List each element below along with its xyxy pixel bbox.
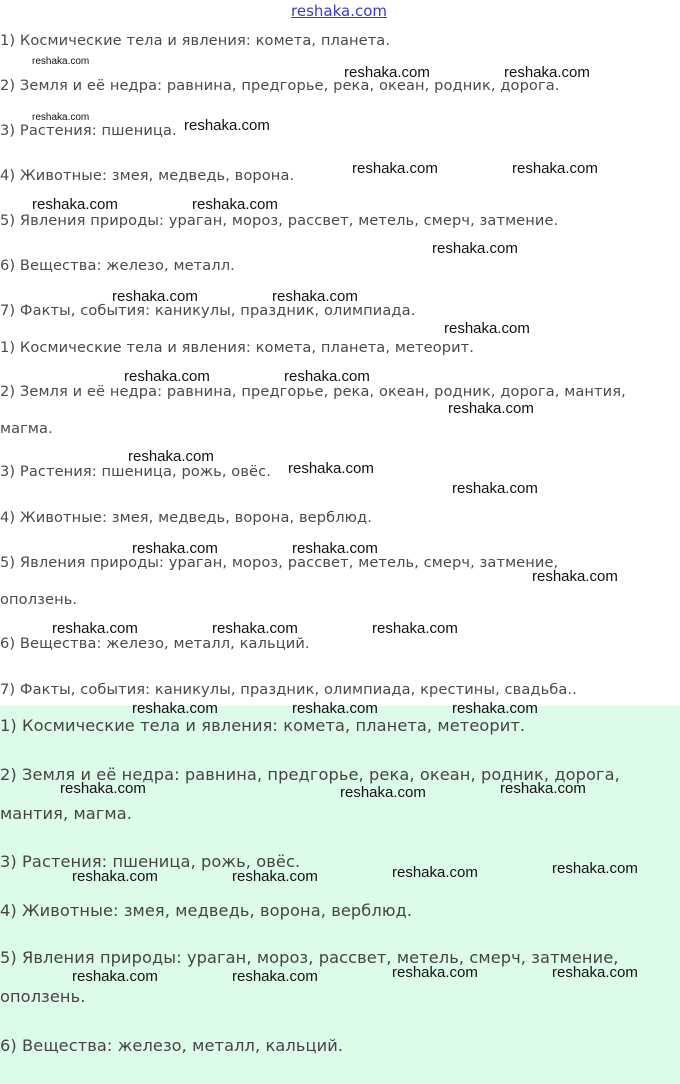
watermark: reshaka.com	[232, 968, 318, 985]
watermark: reshaka.com	[128, 448, 214, 465]
watermark: reshaka.com	[288, 460, 374, 477]
watermark: reshaka.com	[392, 964, 478, 981]
watermark: reshaka.com	[392, 864, 478, 881]
answer-line: 4) Животные: змея, медведь, ворона, верблюд.	[0, 509, 372, 526]
answer-line: 3) Растения: пшеница, рожь, овёс.	[0, 463, 271, 480]
watermark: reshaka.com	[292, 540, 378, 557]
answer-panel	[0, 706, 680, 1084]
watermark: reshaka.com	[212, 620, 298, 637]
watermark: reshaka.com	[432, 240, 518, 257]
watermark: reshaka.com	[232, 868, 318, 885]
answer-line: 2) Земля и её недра: равнина, предгорье, река, океан, родник, дорога,	[0, 765, 620, 784]
answer-line: 1) Космические тела и явления: комета, планета.	[0, 32, 391, 49]
watermark: reshaka.com	[132, 540, 218, 557]
watermark: reshaka.com	[344, 64, 430, 81]
answer-line: магма.	[0, 420, 53, 437]
watermark: reshaka.com	[32, 56, 90, 67]
watermark: reshaka.com	[512, 160, 598, 177]
answer-line: 2) Земля и её недра: равнина, предгорье, река, океан, родник, дорога, мантия,	[0, 383, 626, 400]
watermark: reshaka.com	[272, 288, 358, 305]
watermark: reshaka.com	[32, 112, 90, 123]
watermark: reshaka.com	[448, 400, 534, 417]
watermark: reshaka.com	[72, 868, 158, 885]
watermark: reshaka.com	[352, 160, 438, 177]
watermark: reshaka.com	[504, 64, 590, 81]
answer-line: 6) Вещества: железо, металл, кальций.	[0, 1036, 344, 1055]
watermark: reshaka.com	[112, 288, 198, 305]
watermark: reshaka.com	[72, 968, 158, 985]
watermark: reshaka.com	[552, 860, 638, 877]
watermark: reshaka.com	[444, 320, 530, 337]
answer-line: 4) Животные: змея, медведь, ворона, верблюд.	[0, 901, 413, 920]
watermark: reshaka.com	[340, 784, 426, 801]
watermark: reshaka.com	[124, 368, 210, 385]
watermark: reshaka.com	[60, 780, 146, 797]
answer-line: 5) Явления природы: ураган, мороз, рассвет, метель, смерч, затмение.	[0, 212, 559, 229]
answer-line: 1) Космические тела и явления: комета, планета, метеорит.	[0, 716, 526, 735]
watermark: reshaka.com	[372, 620, 458, 637]
site-link[interactable]: reshaka.com	[291, 2, 387, 20]
answer-line: 7) Факты, события: каникулы, праздник, олимпиада.	[0, 302, 416, 319]
answer-line: 2) Земля и её недра: равнина, предгорье, река, океан, родник, дорога.	[0, 77, 560, 94]
watermark: reshaka.com	[532, 568, 618, 585]
answer-line: 5) Явления природы: ураган, мороз, рассвет, метель, смерч, затмение,	[0, 948, 619, 967]
answer-line: 6) Вещества: железо, металл.	[0, 257, 235, 274]
watermark: reshaka.com	[32, 196, 118, 213]
answer-line: 1) Космические тела и явления: комета, планета, метеорит.	[0, 339, 475, 356]
answer-line: 6) Вещества: железо, металл, кальций.	[0, 635, 310, 652]
watermark: reshaka.com	[52, 620, 138, 637]
answer-line: 4) Животные: змея, медведь, ворона.	[0, 167, 295, 184]
watermark: reshaka.com	[500, 780, 586, 797]
watermark: reshaka.com	[192, 196, 278, 213]
watermark: reshaka.com	[452, 480, 538, 497]
watermark: reshaka.com	[292, 700, 378, 717]
answer-line: 3) Растения: пшеница, рожь, овёс.	[0, 852, 301, 871]
answer-line: 3) Растения: пшеница.	[0, 122, 177, 139]
watermark: reshaka.com	[184, 117, 270, 134]
watermark: reshaka.com	[452, 700, 538, 717]
watermark: reshaka.com	[284, 368, 370, 385]
answer-line: мантия, магма.	[0, 804, 133, 823]
answer-line: 7) Факты, события: каникулы, праздник, олимпиада, крестины, свадьба..	[0, 681, 577, 698]
watermark: reshaka.com	[552, 964, 638, 981]
answer-line: оползень.	[0, 591, 78, 608]
answer-line: оползень.	[0, 987, 86, 1006]
watermark: reshaka.com	[132, 700, 218, 717]
answer-line: 5) Явления природы: ураган, мороз, рассвет, метель, смерч, затмение,	[0, 554, 559, 571]
